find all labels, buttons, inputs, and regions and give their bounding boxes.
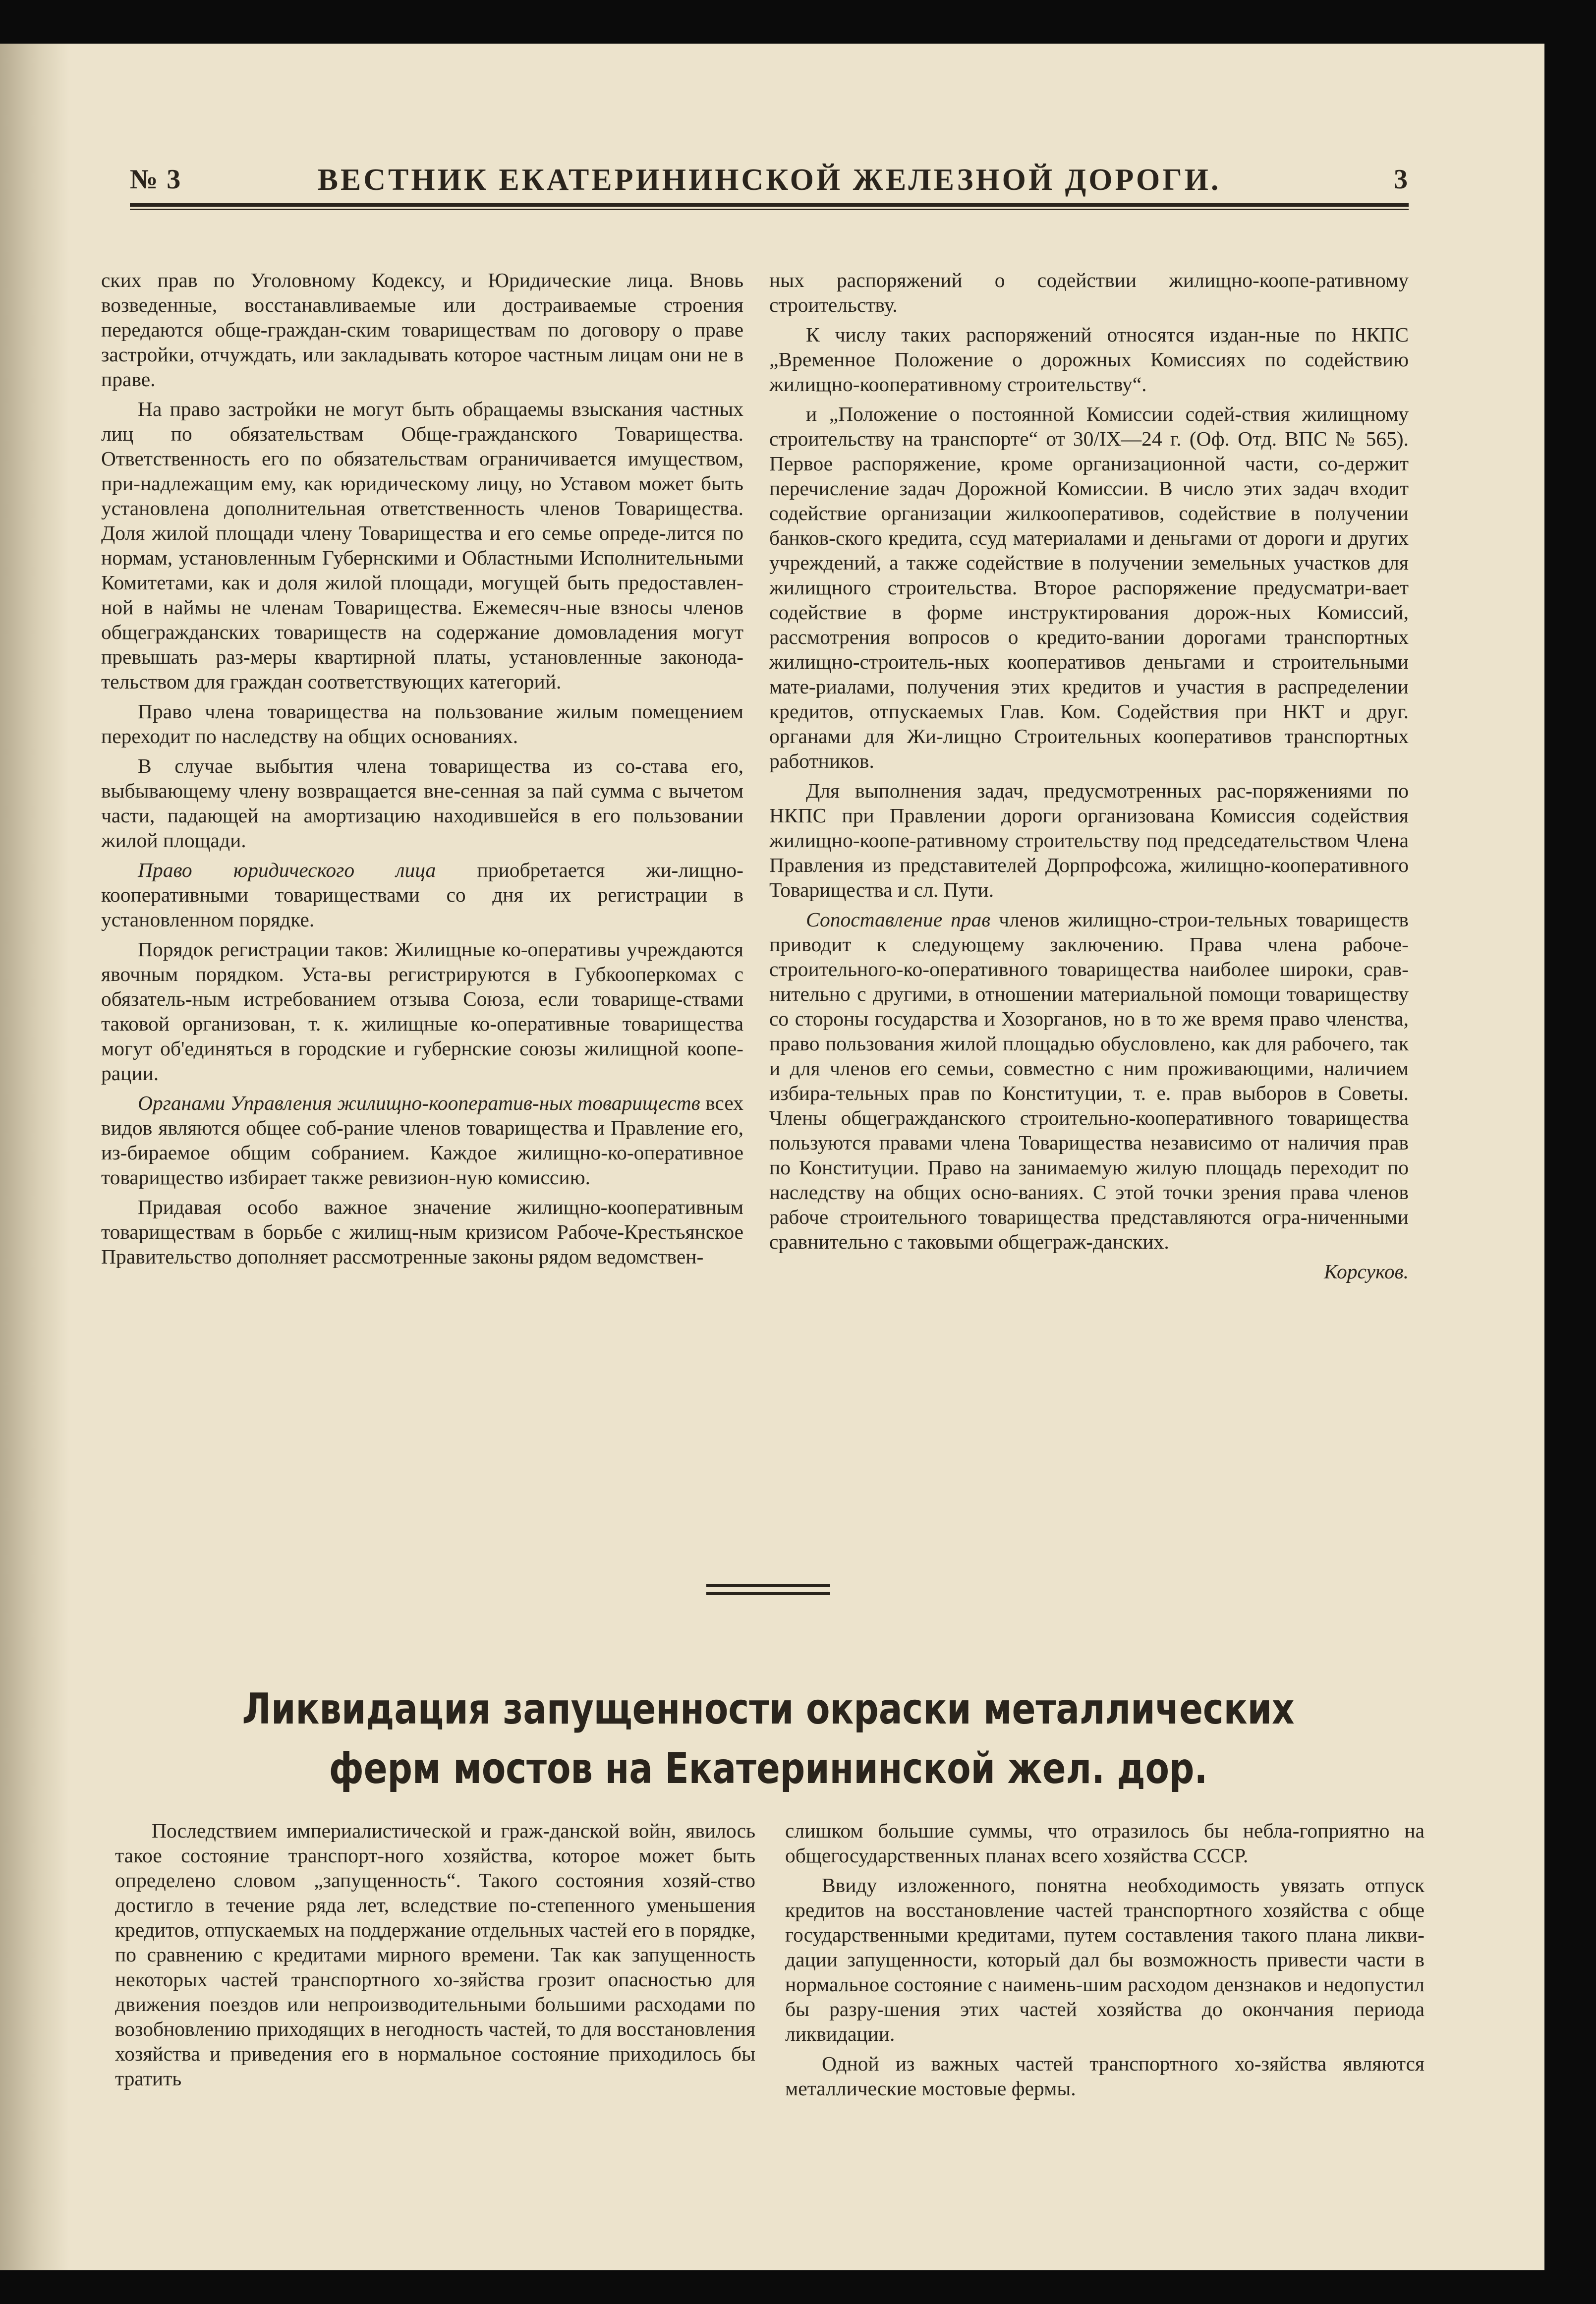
- article2-column-right: [785, 1818, 1425, 2195]
- binding-shadow: [0, 44, 69, 2270]
- italic-lead: Право юридического лица: [138, 859, 436, 881]
- paragraph: Одной из важных частей транспортного хо-зяйства являются металлические мостовые фермы.: [785, 2052, 1425, 2100]
- paragraph: Последствием империалистической и граж-данской войн, явилось такое состояние транспорт-ного хозяйства, которое может быть определено словом „запущенность“. Такого состояния хозяй-ство достигло в течение ряда лет, вследствие по-степенного уменьшения кредитов, отпускаемых на поддержание отдельных частей его в порядке, по сравнению с кредитами мирного времени. Так как запущенность некоторых частей транспортного хо-зяйства грозит опасностью для движения поездов или непроизводительными большими расходами по возобновлению приходящих в негодность частей, то для восстановления хозяйства и приведения его в нормальное состояние приходилось бы тратить: [115, 1819, 755, 2090]
- page-number: 3: [1394, 164, 1409, 195]
- article2-headline: Ликвидация запущенности окраски металлических ферм мостов на Екатерининской жел. дор.: [242, 1684, 1295, 1793]
- paragraph: [769, 907, 1409, 1254]
- section-divider-bottom: [706, 1592, 830, 1595]
- paragraph: Для выполнения задач, предусмотренных рас-поряжениями по НКПС при Правлении дороги организована Комиссия содействия жилищно-коопе-ративному строительству под председательством Члена Правления из представителей Дорпрофсожа, жилищно-кооперативного Товарищества и сл. Пути.: [769, 779, 1409, 901]
- paragraph: В случае выбытия члена товарищества из со-става его, выбывающему члену возвращается вне-сенная за пай сумма с вычетом части, падающей на амортизацию находившейся в его пользовании жилой площади.: [101, 754, 743, 852]
- paragraph: ских прав по Уголовному Кодексу, и Юридические лица. Вновь возведенные, восстанавливаемые или достраиваемые строения передаются обще-граждан-ским товариществам по договору о праве застройки, отчуждать, или закладывать которое частным лицам они не в праве.: [101, 269, 743, 391]
- paragraph-text: всех видов являются общее соб-рание членов товарищества и Правление его, из-бираемое общим собранием. Каждое жилищно-ко-оперативное товарищество избирает также ревизион-ную комиссию.: [101, 1092, 743, 1189]
- article2-column-left: [115, 1818, 755, 2195]
- paragraph: Порядок регистрации таков: Жилищные ко-оперативы учреждаются явочным порядком. Уста-вы регистрируются в Губкооперкомах с обязатель-ным истребованием отзыва Союза, если товарище-ствами таковой организован, т. к. жилищные ко-оперативные товарищества могут об'единяться в городские и губернские союзы жилищной коопе-рации.: [101, 938, 743, 1085]
- paragraph: ных распоряжений о содействии жилищно-коопе-ративному строительству.: [769, 269, 1409, 316]
- section-divider-top: [706, 1584, 830, 1587]
- paragraph: [101, 1091, 743, 1190]
- newspaper-page: [0, 44, 1544, 2270]
- journal-title: ВЕСТНИК ЕКАТЕРИНИНСКОЙ ЖЕЛЕЗНОЙ ДОРОГИ.: [317, 163, 1221, 197]
- paragraph: [101, 858, 743, 932]
- paragraph: и „Положение о постоянной Комиссии содей-ствия жилищному строительству на транспорте“ от 30/IX—24 г. (Оф. Отд. ВПС № 565). Первое распоряжение, кроме организационной части, со-держит перечисление задач Дорожной Комиссии. В число этих задач входит содействие организации жилкооперативов, содействие в получении банков-ского кредита, ссуд материалами и деньгами от дороги и других учреждений, а также содействие в получении земельных участков для жилищного строительства. Второе распоряжение предусматри-вает содействие в форме инструктирования дорож-ных Комиссий, рассмотрения вопросов о кредито-вании дорогами транспортных жилищно-строитель-ных кооперативов деньгами и строительными мате-риалами, получения этих кредитов и участия в распределении кредитов, отпускаемых Глав. Ком. Содействия при НКТ и друг. органами для Жи-лищно Строительных кооперативов транспортных работников.: [769, 403, 1409, 772]
- paragraph-text: приобретается жи-лищно-кооперативными товариществами со дня их регистрации в установленном порядке.: [101, 859, 743, 931]
- article1-column-left: [101, 268, 743, 1606]
- paragraph: Право члена товарищества на пользование жилым помещением переходит по наследству на общих основаниях.: [101, 700, 743, 748]
- article1-column-right: [769, 268, 1409, 1606]
- paragraph: Придавая особо важное значение жилищно-кооперативным товариществам в борьбе с жилищ-ным кризисом Рабоче-Крестьянское Правительство дополняет рассмотренные законы рядом ведомствен-: [101, 1196, 743, 1268]
- italic-lead: Органами Управления жилищно-кооператив-ных товариществ: [138, 1092, 700, 1114]
- paragraph: На право застройки не могут быть обращаемы взыскания частных лиц по обязательствам Обще-гражданского Товарищества. Ответственность его по обязательствам ограничивается имуществом, при-надлежащим ему, как юридическому лицу, но Уставом может быть установлена дополнительная ответственность членов Товарищества. Доля жилой площади члену Товарищества и его семье опреде-лится по нормам, установленным Губернскими и Областными Исполнительными Комитетами, как и доля жилой площади, могущей быть предоставлен-ной в наймы не членам Товарищества. Ежемесяч-ные взносы членов общегражданских товариществ на содержание домовладения могут превышать раз-меры квартирной платы, установленные законода-тельством для граждан соответствующих категорий.: [101, 398, 743, 693]
- paragraph: слишком большие суммы, что отразилось бы небла-гоприятно на общегосударственных планах всего хозяйства СССР.: [785, 1819, 1425, 1867]
- paragraph-text: членов жилищно-строи-тельных товариществ приводит к следующему заключению. Права члена рабоче-строительного-ко-оперативного товарищества наиболее широки, срав-нительно с другими, в отношении материальной помощи товариществу со стороны государства и Хозорганов, но в то же время право членства, право пользования жилой площадью обусловлено, как для рабочего, так и для членов его семьи, совместно с ним проживающими, наличием избира-тельных прав по Конституции, т. е. прав выборов в Советы. Члены общегражданского строительно-кооперативного товарищества пользуются правами члена Товарищества независимо от наличия прав по Конституции. Право на занимаемую жилую площадь переходит по наследству на общих осно-ваниях. С этой точки зрения права членов рабоче строительного товарищества представляются огра-ниченными сравнительно с таковыми общеграж-данских.: [769, 908, 1409, 1253]
- header-rule: [130, 203, 1409, 210]
- page-header: [130, 159, 1409, 200]
- author-signature: Корсуков.: [1323, 1260, 1409, 1283]
- paragraph: К числу таких распоряжений относятся издан-ные по НКПС „Временное Положение о дорожных Комиссиях по содействию жилищно-кооперативному строительству“.: [769, 323, 1409, 396]
- issue-number: № 3: [130, 164, 182, 195]
- italic-lead: Сопоставление прав: [806, 908, 991, 931]
- paragraph: Ввиду изложенного, понятна необходимость увязать отпуск кредитов на восстановление частей транспортного хозяйства с обще государственными кредитами, путем составления такого плана ликви-дации запущенности, который дал бы возможность привести части в нормальное состояние с наимень-шим расходом дензнаков и недопустил бы разру-шения этих частей хозяйства до окончания периода ликвидации.: [785, 1874, 1425, 2045]
